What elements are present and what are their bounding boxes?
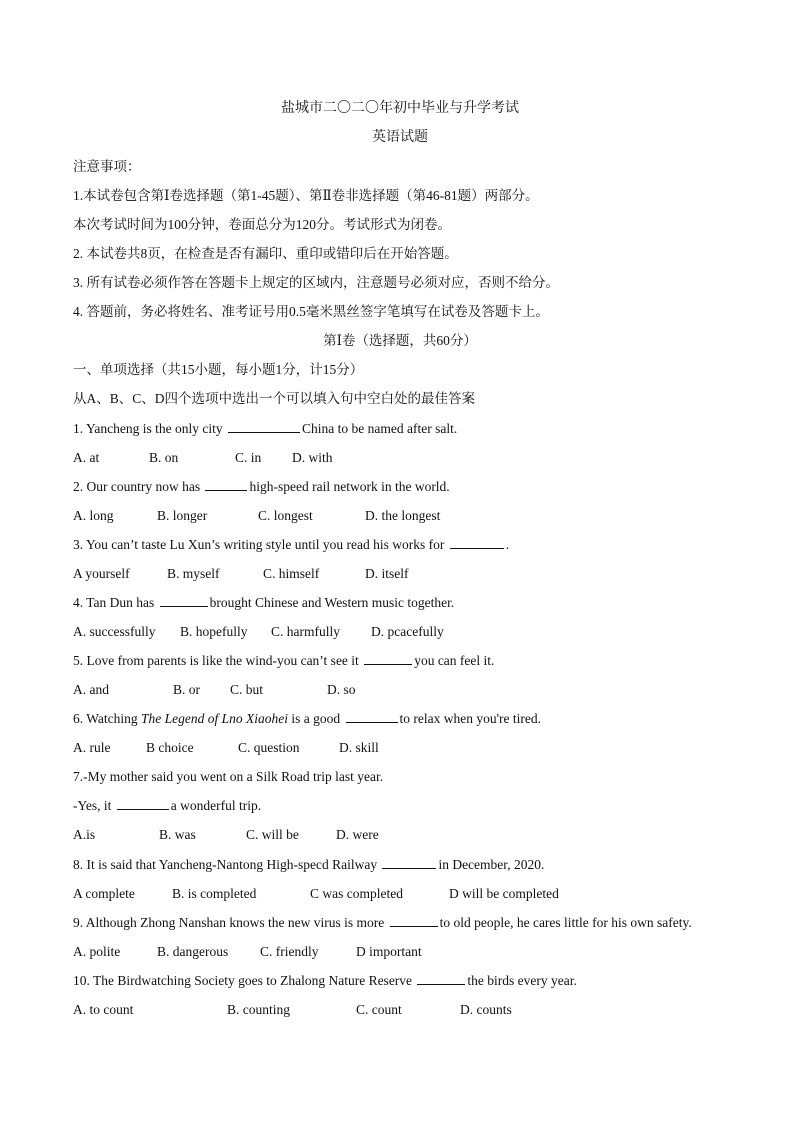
- answer-blank: [205, 478, 247, 491]
- option-a: A. to count: [73, 1002, 134, 1017]
- question-text: 3. You can’t taste Lu Xun’s writing style until you read his works for: [73, 537, 445, 552]
- question-stem-line2: [73, 797, 261, 815]
- question-stem: [73, 710, 541, 728]
- option-a: A. polite: [73, 944, 121, 959]
- option-b: B. on: [149, 450, 179, 465]
- question-stem: [73, 856, 544, 874]
- option-b: B choice: [146, 740, 194, 755]
- option-b: B. longer: [157, 508, 208, 523]
- question-text: high-speed rail network in the world.: [249, 479, 450, 494]
- question-text: a wonderful trip.: [170, 798, 262, 813]
- option-d: D. pcacefully: [371, 624, 444, 639]
- notice-line: 1.本试卷包含第Ⅰ卷选择题（第1-45题）、第Ⅱ卷非选择题（第46-81题）两部分。: [73, 188, 539, 203]
- question-text: -Yes, it: [73, 798, 112, 813]
- option-a: A.is: [73, 827, 96, 842]
- question-text: is a good: [291, 711, 341, 726]
- question-stem: [73, 420, 457, 438]
- option-c: C. but: [230, 682, 264, 697]
- option-c: C. himself: [263, 566, 320, 581]
- option-d: D. with: [292, 450, 333, 465]
- option-d: D. so: [327, 682, 356, 697]
- option-b: B. or: [173, 682, 200, 697]
- option-c: C. question: [238, 740, 300, 755]
- question-text: 7.-My mother said you went on a Silk Road trip last year.: [73, 769, 384, 784]
- answer-blank: [382, 856, 436, 869]
- notice-heading: 注意事项：: [73, 159, 141, 174]
- question-stem: [73, 478, 450, 496]
- question-stem: [73, 972, 577, 990]
- answer-blank: [390, 914, 438, 927]
- option-c: C. in: [235, 450, 262, 465]
- notice-line: 4. 答题前，务必将姓名、准考证号用0.5毫米黑丝签字笔填写在试卷及答题卡上。: [73, 304, 549, 319]
- question-stem: [73, 536, 509, 554]
- option-a: A. successfully: [73, 624, 156, 639]
- option-d: D. skill: [339, 740, 379, 755]
- option-a: A. rule: [73, 740, 111, 755]
- question-text: 5. Love from parents is like the wind-you can’t see it: [73, 653, 359, 668]
- option-c: C. harmfully: [271, 624, 340, 639]
- question-text: you can feel it.: [414, 653, 495, 668]
- question-text: .: [505, 537, 510, 552]
- book-title: The Legend of Lno Xiaohei: [141, 711, 289, 726]
- question-stem: [73, 914, 692, 932]
- option-d: D. were: [336, 827, 379, 842]
- option-d: D. counts: [460, 1002, 512, 1017]
- option-d: D important: [356, 944, 422, 959]
- option-c: C. friendly: [260, 944, 319, 959]
- option-d: D will be completed: [449, 886, 559, 901]
- answer-blank: [160, 594, 208, 607]
- answer-blank: [450, 536, 504, 549]
- option-d: D. the longest: [365, 508, 441, 523]
- question-stem: [73, 652, 494, 670]
- question-text: 10. The Birdwatching Society goes to Zhalong Nature Reserve: [73, 973, 413, 988]
- option-c: C. longest: [258, 508, 313, 523]
- option-b: B. hopefully: [180, 624, 248, 639]
- section1-instruction: 从A、B、C、D四个选项中选出一个可以填入句中空白处的最佳答案: [73, 391, 476, 406]
- question-text: 6. Watching: [73, 711, 138, 726]
- question-stem: [73, 768, 383, 786]
- exam-title: 盐城市二〇二〇年初中毕业与升学考试: [281, 101, 519, 116]
- part1-heading: 第Ⅰ卷（选择题，共60分）: [323, 333, 477, 348]
- question-text: brought Chinese and Western music together.: [209, 595, 455, 610]
- option-a: A. at: [73, 450, 100, 465]
- notice-line: 本次考试时间为100分钟，卷面总分为120分。考试形式为闭卷。: [73, 217, 451, 232]
- answer-blank: [228, 420, 300, 433]
- answer-blank: [417, 972, 465, 985]
- question-text: 4. Tan Dun has: [73, 595, 155, 610]
- answer-blank: [346, 710, 398, 723]
- question-text: to relax when you're tired.: [399, 711, 542, 726]
- option-a: A complete: [73, 886, 135, 901]
- question-text: to old people, he cares little for his own safety.: [439, 915, 692, 930]
- option-a: A yourself: [73, 566, 130, 581]
- question-stem: [73, 594, 454, 612]
- question-text: 1. Yancheng is the only city: [73, 421, 223, 436]
- question-text: China to be named after salt.: [302, 421, 458, 436]
- option-b: B. was: [159, 827, 196, 842]
- option-c: C. will be: [246, 827, 299, 842]
- option-b: B. myself: [167, 566, 220, 581]
- answer-blank: [364, 652, 412, 665]
- option-a: A. long: [73, 508, 114, 523]
- answer-blank: [117, 797, 169, 810]
- question-text: 9. Although Zhong Nanshan knows the new virus is more: [73, 915, 385, 930]
- option-a: A. and: [73, 682, 109, 697]
- section1-heading: 一、单项选择（共15小题，每小题1分，计15分）: [73, 362, 364, 377]
- option-b: B. is completed: [172, 886, 257, 901]
- option-d: D. itself: [365, 566, 409, 581]
- exam-subtitle: 英语试题: [372, 130, 428, 145]
- question-text: the birds every year.: [467, 973, 577, 988]
- question-text: in December, 2020.: [438, 857, 545, 872]
- question-text: 2. Our country now has: [73, 479, 201, 494]
- option-c: C. count: [356, 1002, 402, 1017]
- option-c: C was completed: [310, 886, 403, 901]
- notice-line: 2. 本试卷共8页，在检查是否有漏印、重印或错印后在开始答题。: [73, 246, 458, 261]
- question-text: 8. It is said that Yancheng-Nantong High-specd Railway: [73, 857, 378, 872]
- notice-line: 3. 所有试卷必须作答在答题卡上规定的区域内，注意题号必须对应，否则不给分。: [73, 275, 559, 290]
- option-b: B. counting: [227, 1002, 290, 1017]
- option-b: B. dangerous: [157, 944, 229, 959]
